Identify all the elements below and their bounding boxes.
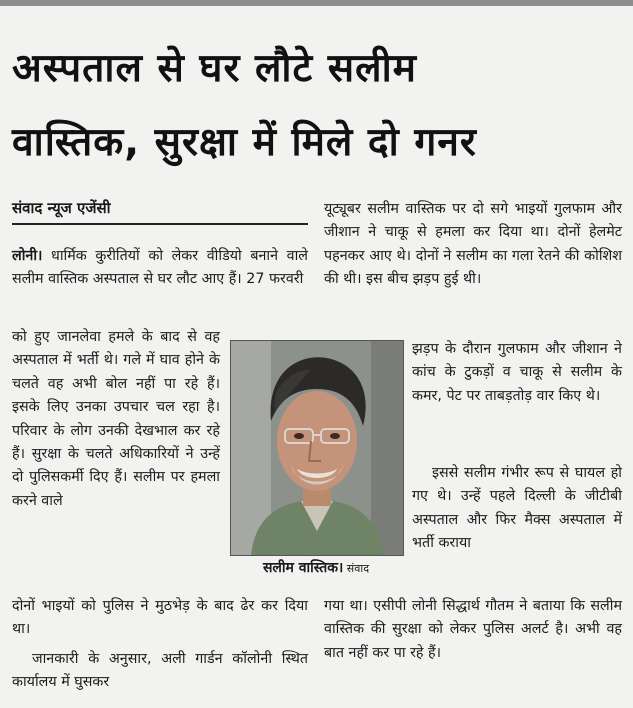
- portrait-illustration: [231, 341, 403, 555]
- headline-line-2: वास्तिक, सुरक्षा में मिले दो गनर: [12, 120, 477, 165]
- paragraph-3-side: झड़प के दौरान गुलफाम और जीशान ने कांच के टुकड़ों व चाकू से सलीम के कमर, पेट पर ताबड़तोड़ वार किए थे।: [412, 341, 622, 404]
- dateline: लोनी।: [12, 248, 43, 264]
- portrait-photo: [230, 340, 404, 556]
- paragraph-4-side: इससे सलीम गंभीर रूप से घायल हो गए थे। उन्हें पहले दिल्ली के जीटीबी अस्पताल और फिर मैक्स अस्पताल में भर्ती कराया: [412, 465, 622, 552]
- paragraph-1-side: को हुए जानलेवा हमले के बाद से वह अस्पताल में भर्ती थे। गले में घाव होने के चलते वह अभी बोल नहीं पा रहे हैं। इसके लिए उनका उपचार चल रहा है। परिवार के लोग उनकी देखभाल कर रहे हैं। सुरक्षा के चलते अधिकारियों ने उन्हें दो पुलिसकर्मी दिए हैं। सलीम पर हमला करने वाले: [12, 329, 220, 509]
- byline: संवाद न्यूज एजेंसी: [12, 199, 111, 217]
- caption-source: संवाद: [343, 562, 370, 575]
- paragraph-3-top: यूट्यूबर सलीम वास्तिक पर दो सगे भाइयों गुलफाम और जीशान ने चाकू से हमला कर दिया था। दोनों हेलमेट पहनकर आए थे। दोनों ने सलीम का गला रेतने की कोशिश की थी। इस बीच झड़प हुई थी।: [324, 201, 622, 288]
- paragraph-1-top: लोनी। धार्मिक कुरीतियों को लेकर वीडियो बनाने वाले सलीम वास्तिक अस्पताल से घर लौट आए हैं। 27 फरवरी: [12, 248, 308, 288]
- paragraph-4-bottom: गया था। एसीपी लोनी सिद्धार्थ गौतम ने बताया कि सलीम वास्तिक की सुरक्षा को लेकर पुलिस अलर्ट है। अभी वह बात नहीं कर पा रहे हैं।: [324, 598, 622, 661]
- top-border: [0, 0, 633, 6]
- paragraph-1-bottom: दोनों भाइयों को पुलिस ने मुठभेड़ के बाद ढेर कर दिया था।: [12, 598, 308, 638]
- photo-caption: [230, 556, 402, 580]
- headline-line-1: अस्पताल से घर लौटे सलीम: [12, 46, 417, 91]
- paragraph-2: जानकारी के अनुसार, अली गार्डन कॉलोनी स्थित कार्यालय में घुसकर: [12, 651, 308, 691]
- byline-rule: [12, 223, 308, 225]
- caption-name: सलीम वास्तिक।: [262, 560, 344, 576]
